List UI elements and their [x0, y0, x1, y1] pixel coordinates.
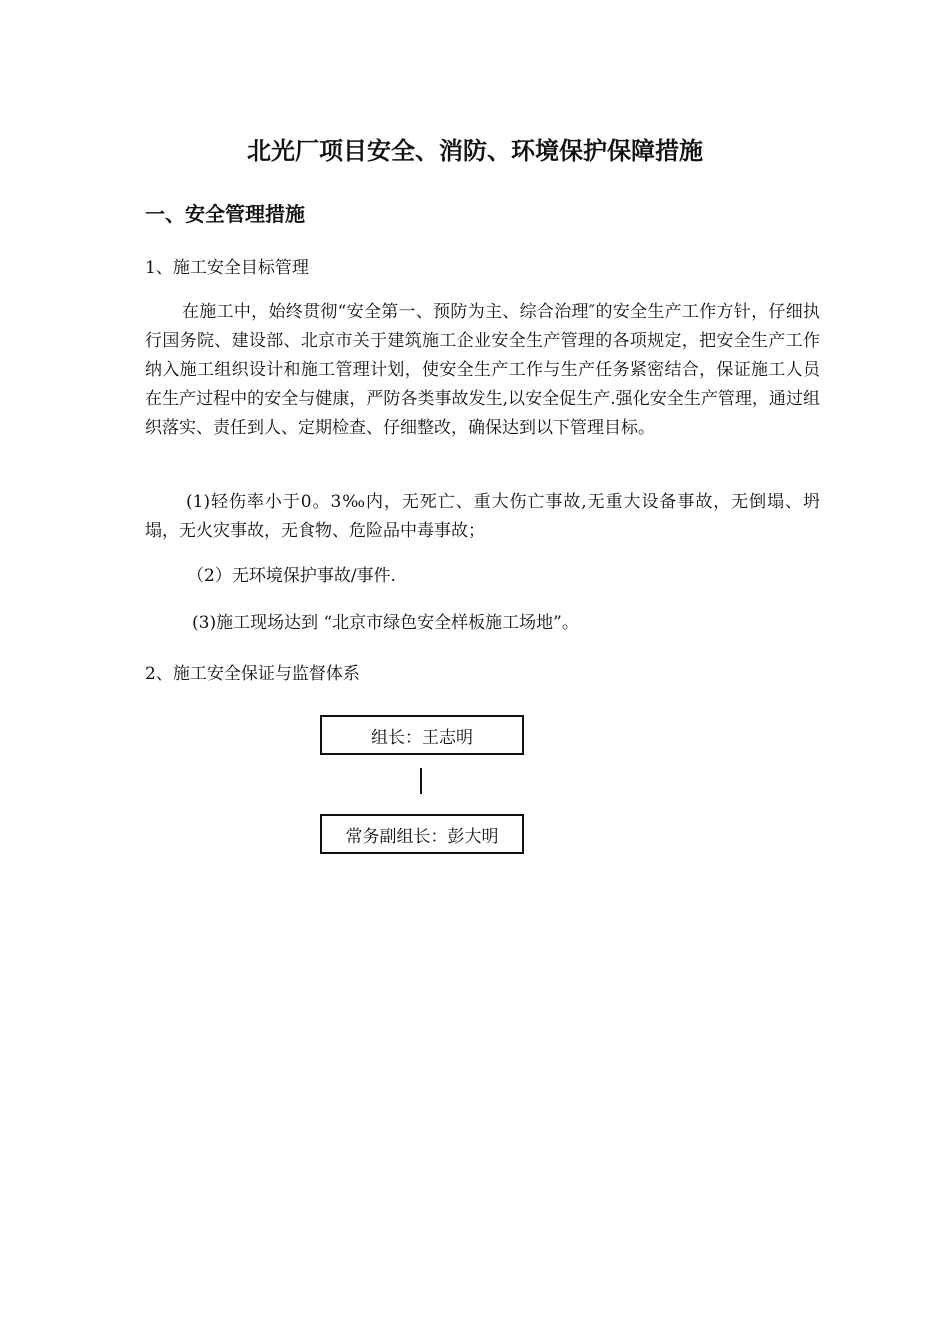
paragraph-safety-policy: 在施工中，始终贯彻“安全第一、预防为主、综合治理″的安全生产工作方针，仔细执行国务院、建设部、北京市关于建筑施工企业安全生产管理的各项规定，把安全生产工作纳入施工组织设计和施工管理计划，使安全生产工作与生产任务紧密结合，保证施工人员在生产过程中的安全与健康，严防各类事故发生,以安全促生产.强化安全生产管理，通过组织落实、责任到人、定期检查、仔细整改，确保达到以下管理目标。 [145, 302, 820, 438]
goal-item-2: （2）无环境保护事故/事件. [187, 566, 396, 586]
org-chart-deputy-label: 常务副组长：彭大明 [345, 826, 499, 847]
goal-item-1: (1)轻伤率小于0。3‰内，无死亡、重大伤亡事故,无重大设备事故，无倒塌、坍塌，无火灾事故，无食物、危险品中毒事故； [145, 492, 820, 541]
subsection-heading-safety-goals: 1、施工安全目标管理 [145, 258, 309, 278]
goal-item-3: (3)施工现场达到 “北京市绿色安全样板施工场地”。 [192, 613, 579, 633]
org-chart-leader-box [320, 715, 524, 755]
org-chart-deputy-box [320, 814, 524, 854]
document-title: 北光厂项目安全、消防、环境保护保障措施 [247, 137, 703, 165]
section-heading-safety-management: 一、安全管理措施 [145, 202, 305, 226]
org-chart-leader-label: 组长：王志明 [371, 727, 473, 748]
subsection-heading-supervision-system: 2、施工安全保证与监督体系 [145, 664, 360, 684]
org-chart-connector-line [420, 768, 422, 794]
